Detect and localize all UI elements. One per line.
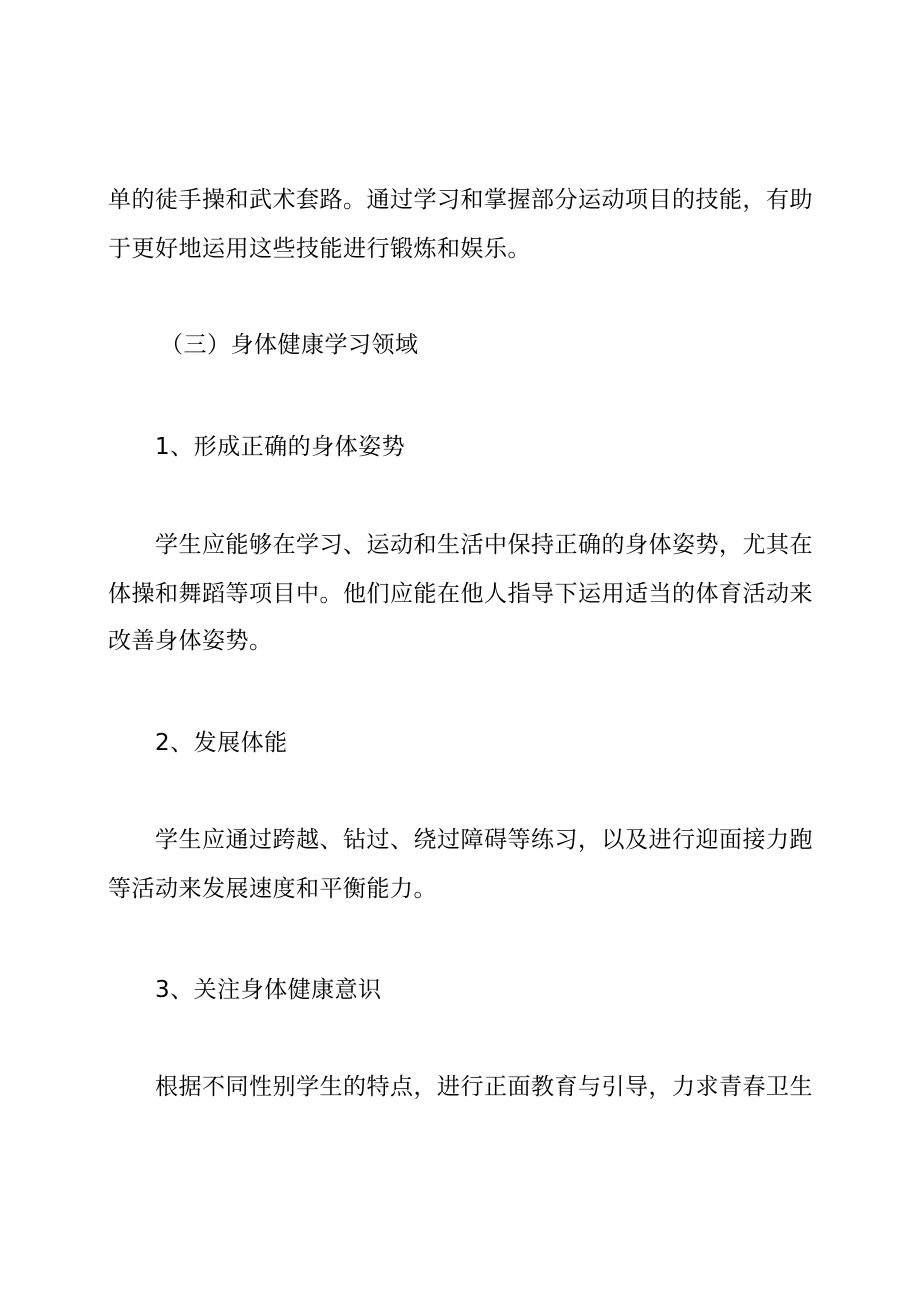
paragraph-line: 学生应能够在学习、运动和生活中保持正确的身体姿势，尤其在	[155, 532, 813, 558]
paragraph-line: 根据不同性别学生的特点，进行正面教育与引导，力求青春卫生	[155, 1074, 813, 1100]
paragraph-line: 学生应通过跨越、钻过、绕过障碍等练习，以及进行迎面接力跑	[155, 827, 813, 853]
paragraph-line: 体操和舞蹈等项目中。他们应能在他人指导下运用适当的体育活动来	[108, 581, 813, 607]
item-heading: 2、发展体能	[155, 730, 288, 756]
paragraph-line: 单的徒手操和武术套路。通过学习和掌握部分运动项目的技能，有助	[108, 187, 813, 213]
paragraph-line: 改善身体姿势。	[108, 628, 273, 654]
section-heading: （三）身体健康学习领域	[160, 332, 419, 358]
paragraph-line: 于更好地运用这些技能进行锻炼和娱乐。	[108, 236, 531, 262]
item-heading: 3、关注身体健康意识	[155, 977, 382, 1003]
paragraph-line: 等活动来发展速度和平衡能力。	[108, 876, 437, 902]
item-heading: 1、形成正确的身体姿势	[155, 434, 406, 460]
